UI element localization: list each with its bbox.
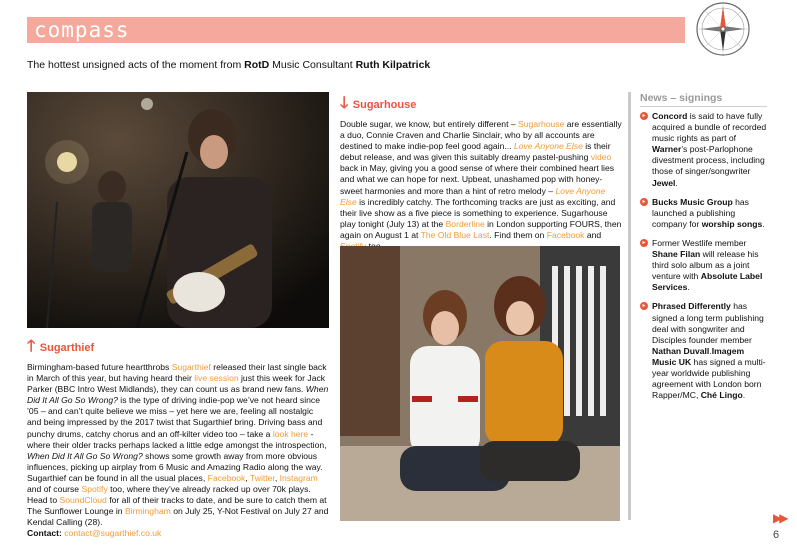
instagram-link[interactable]: Instagram xyxy=(279,472,318,483)
sugarthief-photo xyxy=(27,92,329,328)
up-arrow-icon: 🡑 xyxy=(27,338,36,355)
twitter-link[interactable]: Twitter xyxy=(249,472,275,483)
sugarthief-contact-email[interactable]: contact@sugarthief.co.uk xyxy=(64,528,162,539)
sugarthief-link[interactable]: Sugarthief xyxy=(171,362,211,372)
birmingham-link[interactable]: Birmingham xyxy=(124,506,171,517)
bullet-icon: ▸ xyxy=(640,198,648,206)
facebook-link[interactable]: Facebook xyxy=(546,229,585,240)
look-here-link[interactable]: look here xyxy=(272,428,309,439)
sugarhouse-body: Double sugar, we know, but entirely different – Sugarhouse are essentially a duo, Connie Craven and Charlie Sinclair, who by all accounts are destined to make indie-pop feel good again... Love Anyone Else is their debut release, and was given this suitably dreamy pastel-pushing video back in May, giving you a good sense of where their combined heart lies and what we can hope for next. Upbeat, unashamed pop with honey-sweet harmonies and more than a hint of retro melody – Love Anyone Else is incredibly catchy. The forthcoming tracks are just as exciting, and their live show as a five piece is something to experience. Sugarhouse play tonight (July 13) at the Borderline in London supporting FOURS, then again on August 1 at The Old Blue Last. Find them on Facebook and xyxy=(340,119,622,263)
sidebar-heading-rule xyxy=(640,106,767,107)
sidebar-heading: News – signings xyxy=(640,92,723,104)
news-sidebar xyxy=(640,92,767,409)
news-item: ▸ Bucks Music Group has launched a publishing company for worship songs. xyxy=(640,197,767,230)
section-title: compass xyxy=(34,18,130,42)
live-session-link[interactable]: live session xyxy=(194,373,239,384)
subtitle: The hottest unsigned acts of the moment from RotD Music Consultant Ruth Kilpatrick xyxy=(27,59,431,71)
sugarhouse-photo xyxy=(340,246,620,521)
page-number: 6 xyxy=(773,529,780,541)
bullet-icon: ▸ xyxy=(640,302,648,310)
sugarthief-heading: 🡑 Sugarthief xyxy=(27,338,95,355)
bullet-icon: ▸ xyxy=(640,112,648,120)
sugarhouse-heading: 🡓 Sugarhouse xyxy=(340,95,417,112)
spotify-link[interactable]: Spotify xyxy=(81,484,108,495)
facebook-link[interactable]: Facebook xyxy=(207,472,246,483)
bullet-icon: ▸ xyxy=(640,239,648,247)
old-blue-last-link[interactable]: The Old Blue Last xyxy=(420,229,490,240)
borderline-link[interactable]: Borderline xyxy=(445,218,485,229)
video-link[interactable]: video xyxy=(590,152,612,163)
sugarthief-body: Birmingham-based future heartthrobs Sugarthief released their last single back in March of this year, but having heard their live session just this week for Jack Parker (BBC Intro West Midlands), they can count us as brand new fans. When Did It All Go So Wrong? is the type of driving indie-pop we’ve not heard since ’05 – and can’t quite believe we miss – yet here we are, feeling all nostalgic and being impressed by the 2017 twist that Sugarthief bring. Driving bass and punchy drums, catchy chorus and an off-kilter video too – take a look here - where their older tracks perhaps lacked a little edge amongst the introspection, When Did It All Go So Wrong? shows some growth away from more obvious influences, picking up airplay from 6 Music and Amazing Radio along the way. Sugarthief can be found in all the usual places, Facebook, Twitter, Instagram and of course Spotify too, where they’ve already racked up over 70k plays. Head to SoundCloud for all of their tracks to date, and be sure to catch them at The Sunflower Lounge in Birmingham on July 25, Y-Not Festival on July 27 and Kendal Calling (28). Contact: contact@sugarthief.co.uk xyxy=(27,362,329,539)
sugarhouse-link[interactable]: Sugarhouse xyxy=(518,119,565,129)
next-page-icon[interactable]: ▶▶ xyxy=(773,511,786,525)
soundcloud-link[interactable]: SoundCloud xyxy=(59,495,107,506)
down-arrow-icon: 🡓 xyxy=(340,95,349,112)
news-item: ▸ Former Westlife member Shane Filan will release his third solo album as a joint venture with Absolute Label Services. xyxy=(640,238,767,293)
news-item: ▸ Phrased Differently has signed a long term publishing deal with songwriter and Disciples founder member Nathan Duvall.Imagem Music UK has signed a multi-year worldwide publishing agreement with London born Rapper/MC, Ché Lingo. xyxy=(640,301,767,401)
sugarhouse-article xyxy=(340,92,622,263)
sidebar-divider xyxy=(628,92,631,520)
compass-icon xyxy=(694,0,752,58)
news-item: ▸ Concord is said to have fully acquired a bundle of recorded music rights as part of Warner’s post-Parlophone divestment process, including those of singer/songwriter Jewel. xyxy=(640,111,767,189)
sugarthief-article xyxy=(27,335,329,540)
